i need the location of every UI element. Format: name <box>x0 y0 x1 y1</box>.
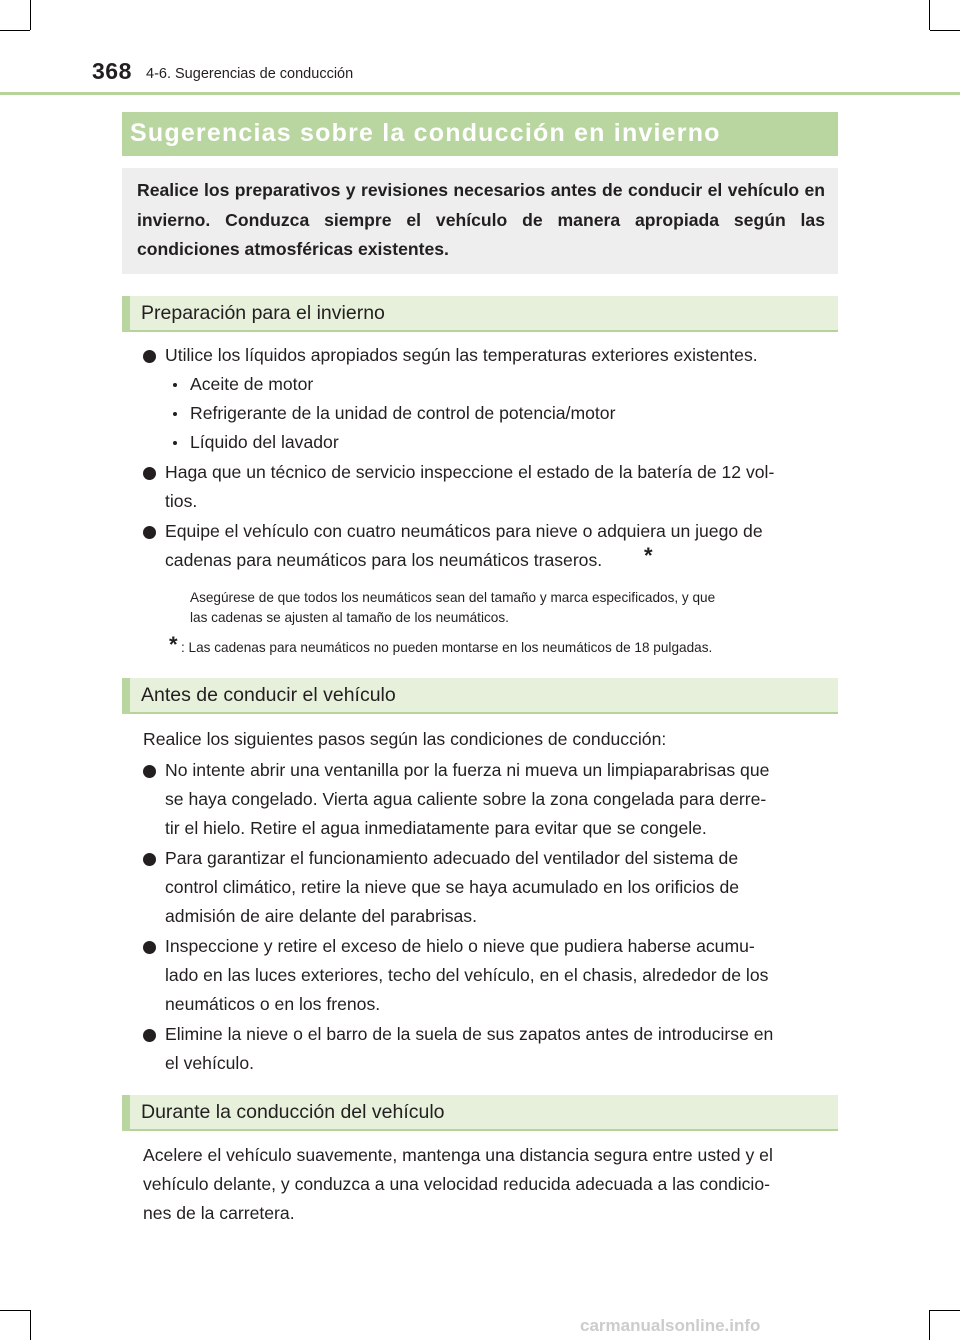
paragraph: Acelere el vehículo suavemente, mantenga una distancia segura entre usted y el <box>143 1145 773 1165</box>
bullet-icon <box>143 350 156 363</box>
section-title: Durante la conducción del vehículo <box>141 1101 445 1123</box>
bullet-icon <box>143 467 156 480</box>
list-item-continuation: admisión de aire delante del parabrisas. <box>165 906 477 926</box>
list-item-continuation: tir el hielo. Retire el agua inmediatamente para evitar que se congele. <box>165 818 707 838</box>
crop-mark <box>929 0 930 30</box>
bullet-icon <box>143 526 156 539</box>
sub-list-item: Líquido del lavador <box>190 432 339 452</box>
paragraph: vehículo delante, y conduzca a una velocidad reducida adecuada a las condicio- <box>143 1174 770 1194</box>
sub-bullet-icon <box>173 383 177 387</box>
crop-mark <box>0 1310 30 1311</box>
list-item-continuation: cadenas para neumáticos para los neumáticos traseros. <box>165 550 603 570</box>
section-title: Preparación para el invierno <box>141 302 385 324</box>
list-item: Equipe el vehículo con cuatro neumáticos para nieve o adquiera un juego de <box>165 521 763 541</box>
crop-mark <box>0 30 30 31</box>
footnote-text: : Las cadenas para neumáticos no pueden montarse en los neumáticos de 18 pulgadas. <box>181 640 713 655</box>
watermark: carmanualsonline.info <box>580 1316 761 1335</box>
list-item: No intente abrir una ventanilla por la fuerza ni mueva un limpiaparabrisas que <box>165 760 770 780</box>
crop-mark <box>929 1310 930 1340</box>
sub-bullet-icon <box>173 441 177 445</box>
section-title: Antes de conducir el vehículo <box>141 684 396 706</box>
header-rule <box>0 92 960 95</box>
intro-text: Realice los preparativos y revisiones necesarios antes de conducir el vehículo en invierno. Conduzca siempre el vehículo de manera apropiada según las condiciones atmosféricas existentes. <box>137 180 825 259</box>
footnote-star: * <box>644 543 653 568</box>
sub-list-item: Aceite de motor <box>190 374 314 394</box>
bullet-icon <box>143 1029 156 1042</box>
crop-mark <box>930 1310 960 1311</box>
section-reference: 4-6. Sugerencias de conducción <box>146 66 354 82</box>
footnote-star: * <box>169 632 178 657</box>
bullet-icon <box>143 941 156 954</box>
list-item-continuation: lado en las luces exteriores, techo del vehículo, en el chasis, alrededor de los <box>165 965 769 985</box>
page-title: Sugerencias sobre la conducción en invierno <box>130 119 721 147</box>
sub-list-item: Refrigerante de la unidad de control de potencia/motor <box>190 403 616 423</box>
bullet-icon <box>143 765 156 778</box>
list-item-continuation: se haya congelado. Vierta agua caliente sobre la zona congelada para derre- <box>165 789 767 809</box>
crop-mark <box>930 30 960 31</box>
crop-mark <box>30 0 31 30</box>
list-item-continuation: control climático, retire la nieve que se haya acumulado en los orificios de <box>165 877 740 897</box>
page-number: 368 <box>92 58 132 84</box>
list-item: Haga que un técnico de servicio inspeccione el estado de la batería de 12 vol- <box>165 462 775 482</box>
note-text: las cadenas se ajusten al tamaño de los neumáticos. <box>190 610 509 625</box>
list-item: Elimine la nieve o el barro de la suela de sus zapatos antes de introducirse en <box>165 1024 774 1044</box>
bullet-icon <box>143 853 156 866</box>
crop-mark <box>30 1310 31 1340</box>
section-header-accent <box>122 1095 130 1131</box>
list-item-continuation: el vehículo. <box>165 1053 254 1073</box>
paragraph: Realice los siguientes pasos según las condiciones de conducción: <box>143 729 667 749</box>
list-item-continuation: tios. <box>165 491 198 511</box>
section-header-accent <box>122 296 130 332</box>
paragraph: nes de la carretera. <box>143 1203 295 1223</box>
section-header-accent <box>122 678 130 714</box>
list-item-continuation: neumáticos o en los frenos. <box>165 994 381 1014</box>
note-text: Asegúrese de que todos los neumáticos sean del tamaño y marca especificados, y que <box>190 590 716 605</box>
list-item: Utilice los líquidos apropiados según las temperaturas exteriores existentes. <box>165 345 758 365</box>
sub-bullet-icon <box>173 412 177 416</box>
list-item: Inspeccione y retire el exceso de hielo o nieve que pudiera haberse acumu- <box>165 936 755 956</box>
list-item: Para garantizar el funcionamiento adecuado del ventilador del sistema de <box>165 848 739 868</box>
